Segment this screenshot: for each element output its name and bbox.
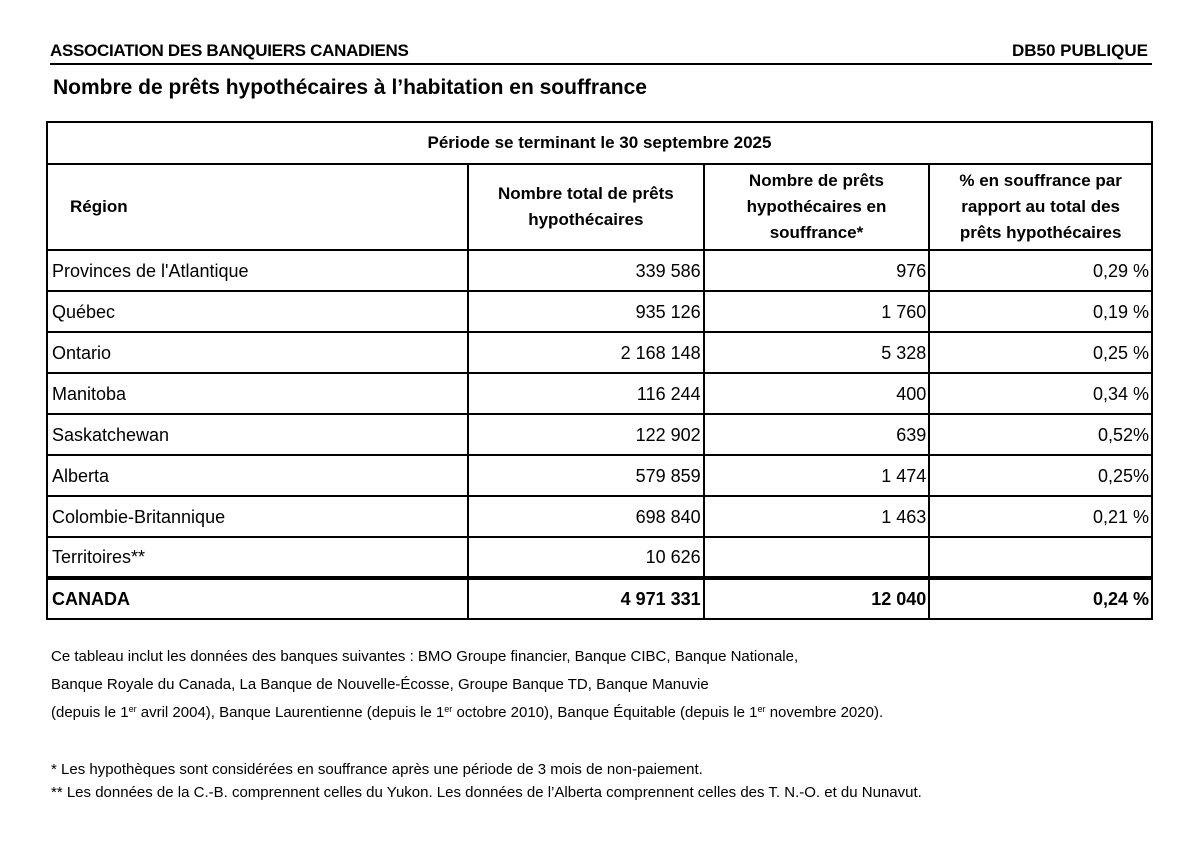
- cell-arrears: 1 463: [704, 496, 930, 537]
- column-header-percent-line2: rapport au total des: [961, 197, 1120, 216]
- cell-region: Manitoba: [47, 373, 468, 414]
- column-header-row: [47, 164, 1152, 250]
- table-row: [47, 414, 1152, 455]
- column-header-arrears: [704, 164, 930, 250]
- footnote-double-star: ** Les données de la C.-B. comprennent celles du Yukon. Les données de l’Alberta comprennent celles des T. N.-O. et du Nunavut.: [51, 784, 922, 801]
- bank-inclusion-note: [51, 643, 1151, 727]
- note-line-2: Banque Royale du Canada, La Banque de Nouvelle-Écosse, Groupe Banque TD, Banque Manuvie: [51, 676, 709, 693]
- note-line-3-part-b: avril 2004), Banque Laurentienne (depuis le 1: [136, 704, 445, 721]
- note-line-3-part-a: (depuis le 1: [51, 704, 129, 721]
- page-title: Nombre de prêts hypothécaires à l’habitation en souffrance: [53, 76, 647, 99]
- column-header-arrears-line3: souffrance*: [769, 223, 864, 242]
- cell-percent-total: 0,24 %: [929, 578, 1152, 619]
- cell-total: 935 126: [468, 291, 704, 332]
- table-row: [47, 332, 1152, 373]
- table-row: [47, 455, 1152, 496]
- cell-total: 10 626: [468, 537, 704, 578]
- column-header-total-line2: hypothécaires: [528, 210, 644, 229]
- table-row: [47, 373, 1152, 414]
- period-row: [47, 122, 1152, 164]
- cell-arrears: 639: [704, 414, 930, 455]
- cell-region: Québec: [47, 291, 468, 332]
- total-row: [47, 578, 1152, 619]
- cell-percent: 0,52%: [929, 414, 1152, 455]
- cell-region: Ontario: [47, 332, 468, 373]
- cell-arrears: 5 328: [704, 332, 930, 373]
- table-row: [47, 291, 1152, 332]
- cell-region: Saskatchewan: [47, 414, 468, 455]
- cell-percent: 0,29 %: [929, 250, 1152, 291]
- cell-arrears-total: 12 040: [704, 578, 930, 619]
- cell-arrears: 1 760: [704, 291, 930, 332]
- cell-total: 2 168 148: [468, 332, 704, 373]
- cell-total: 116 244: [468, 373, 704, 414]
- column-header-percent-line1: % en souffrance par: [959, 171, 1122, 190]
- cell-total-total: 4 971 331: [468, 578, 704, 619]
- cell-total: 122 902: [468, 414, 704, 455]
- cell-region: Provinces de l'Atlantique: [47, 250, 468, 291]
- cell-region: Colombie-Britannique: [47, 496, 468, 537]
- period-label: Période se terminant le 30 septembre 2025: [47, 122, 1152, 164]
- footnote-single-star: * Les hypothèques sont considérées en souffrance après une période de 3 mois de non-paiement.: [51, 761, 703, 778]
- table-row: [47, 537, 1152, 578]
- column-header-arrears-line2: hypothécaires en: [746, 197, 887, 216]
- cell-arrears: 400: [704, 373, 930, 414]
- table-row: [47, 250, 1152, 291]
- cell-arrears: 1 474: [704, 455, 930, 496]
- note-line-1: Ce tableau inclut les données des banques suivantes : BMO Groupe financier, Banque CIBC, Banque Nationale,: [51, 648, 799, 665]
- cell-percent: 0,25 %: [929, 332, 1152, 373]
- column-header-total: [468, 164, 704, 250]
- document-header: [50, 41, 1152, 65]
- note-line-3: [51, 699, 1151, 727]
- column-header-region: [47, 164, 468, 250]
- cell-percent: [929, 537, 1152, 578]
- column-header-percent: [929, 164, 1152, 250]
- column-header-arrears-line1: Nombre de prêts: [748, 171, 885, 190]
- note-line-3-part-d: novembre 2020).: [765, 704, 884, 721]
- cell-region: Territoires**: [47, 537, 468, 578]
- cell-region-total: CANADA: [47, 578, 468, 619]
- cell-percent: 0,34 %: [929, 373, 1152, 414]
- cell-total: 339 586: [468, 250, 704, 291]
- column-header-total-line1: Nombre total de prêts: [498, 184, 674, 203]
- cell-percent: 0,21 %: [929, 496, 1152, 537]
- cell-total: 579 859: [468, 455, 704, 496]
- note-line-3-part-c: octobre 2010), Banque Équitable (depuis le 1: [452, 704, 758, 721]
- ordinal-superscript: er: [757, 704, 766, 714]
- column-header-region-text: Région: [70, 197, 128, 216]
- organization-name: ASSOCIATION DES BANQUIERS CANADIENS: [50, 41, 409, 60]
- cell-total: 698 840: [468, 496, 704, 537]
- footnotes: [51, 758, 1151, 804]
- cell-arrears: 976: [704, 250, 930, 291]
- document-code: DB50 PUBLIQUE: [1011, 41, 1148, 60]
- cell-arrears: [704, 537, 930, 578]
- column-header-percent-line3: prêts hypothécaires: [959, 223, 1122, 242]
- cell-percent: 0,25%: [929, 455, 1152, 496]
- table-row: [47, 496, 1152, 537]
- ordinal-superscript: er: [128, 704, 137, 714]
- mortgage-arrears-table: [46, 121, 1153, 620]
- cell-percent: 0,19 %: [929, 291, 1152, 332]
- cell-region: Alberta: [47, 455, 468, 496]
- ordinal-superscript: er: [444, 704, 453, 714]
